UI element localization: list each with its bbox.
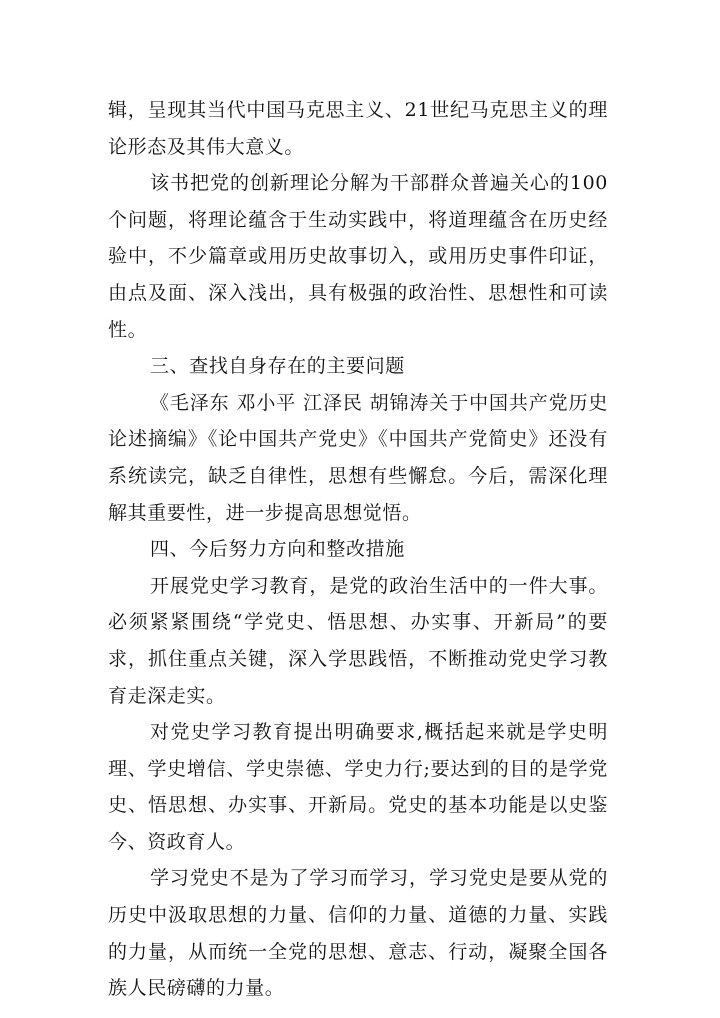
paragraph-continuation: 辑，呈现其当代中国马克思主义、21世纪马克思主义的理论形态及其伟大意义。 <box>108 99 608 158</box>
section-heading-measures: 四、今后努力方向和整改措施 <box>150 538 405 561</box>
document-body <box>108 92 608 1007</box>
paragraph-book-description: 该书把党的创新理论分解为干部群众普遍关心的100个问题，将理论蕴含于生动实践中，将道理蕴含在历史经验中，不少篇章或用历史故事切入，或用历史事件印证，由点及面、深入浅出，具有极强的政治性、思想性和可读性。 <box>108 172 608 341</box>
paragraph-measures-1: 开展党史学习教育，是党的政治生活中的一件大事。必须紧紧围绕“学党史、悟思想、办实事、开新局”的要求，抓住重点关键，深入学思践悟，不断推动党史学习教育走深走实。 <box>108 574 608 707</box>
paragraph-measures-3: 学习党史不是为了学习而学习，学习党史是要从党的历史中汲取思想的力量、信仰的力量、道德的力量、实践的力量，从而统一全党的思想、意志、行动，凝聚全国各族人民磅礴的力量。 <box>108 867 608 1000</box>
section-heading-problems: 三、查找自身存在的主要问题 <box>150 355 405 378</box>
paragraph-problems: 《毛泽东 邓小平 江泽民 胡锦涛关于中国共产党历史论述摘编》《论中国共产党史》《中国共产党简史》还没有系统读完，缺乏自律性，思想有些懈怠。今后，需深化理解其重要性，进一步提高思想觉悟。 <box>108 391 608 524</box>
paragraph-measures-2: 对党史学习教育提出明确要求,概括起来就是学史明理、学史增信、学史崇德、学史力行;要达到的目的是学党史、悟思想、办实事、开新局。党史的基本功能是以史鉴今、资政育人。 <box>108 721 608 853</box>
